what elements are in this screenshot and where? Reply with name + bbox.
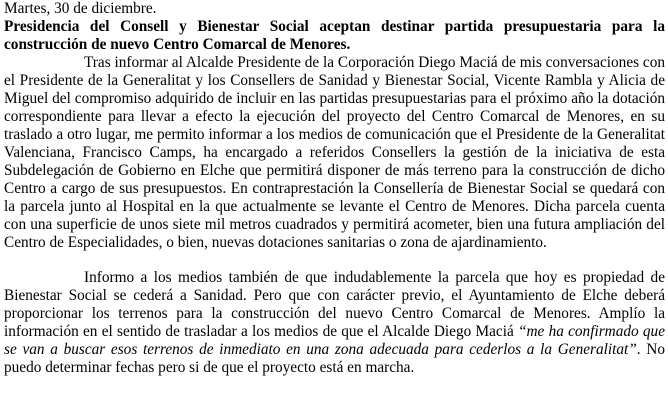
mayor-quote: “me ha confirmado que se van a buscar esos terrenos de inmediato en una zona adecuada para cederlos a la Generalitat” [4,323,665,358]
paragraph-2-outro: . No puedo determinar fechas pero si de que el proyecto está en marcha. [4,341,665,376]
document-date: Martes, 30 de diciembre. [4,0,157,17]
paragraph-2-intro: Informo a los medios también de que indudablemente la parcela que hoy es propiedad de Bienestar Social se cederá a Sanidad. Pero que con carácter previo, el Ayuntamiento de Elche deberá proporcionar los terrenos para la construcción del nuevo Centro Comarcal de Menores. Amplío la información en el sentido de trasladar a los medios de que el Alcalde Diego Maciá [4,269,665,340]
document-headline: Presidencia del Consell y Bienestar Social aceptan destinar partida presupuestaria para la construcción de nuevo Centro Comarcal de Menores. [4,18,665,53]
body-paragraph-1: Tras informar al Alcalde Presidente de la Corporación Diego Maciá de mis conversaciones con el Presidente de la Generalitat y los Consellers de Sanidad y Bienestar Social, Vicente Rambla y Alicia de Miguel del compromiso adquirido de incluir en las partidas presupuestarias para el próximo año la dotación correspondiente para llevar a efecto la ejecución del proyecto del Centro Comarcal de Menores, en su traslado a otro lugar, me permito informar a los medios de comunicación que el Presidente de la Generalitat Valenciana, Francisco Camps, ha encargado a referidos Consellers la gestión de la iniciativa de esta Subdelegación de Gobierno en Elche que permitirá disponer de más terreno para la construcción de dicho Centro a cargo de sus presupuestos. En contraprestación la Consellería de Bienestar Social se quedará con la parcela junto al Hospital en la que actualmente se levante el Centro de Menores. Dicha parcela cuenta con una superficie de unos siete mil metros cuadrados y permitirá acometer, bien una futura ampliación del Centro de Especialidades, o bien, nuevas dotaciones sanitarias o zona de ajardinamiento. [4,54,665,251]
body-paragraph-2 [4,269,665,377]
